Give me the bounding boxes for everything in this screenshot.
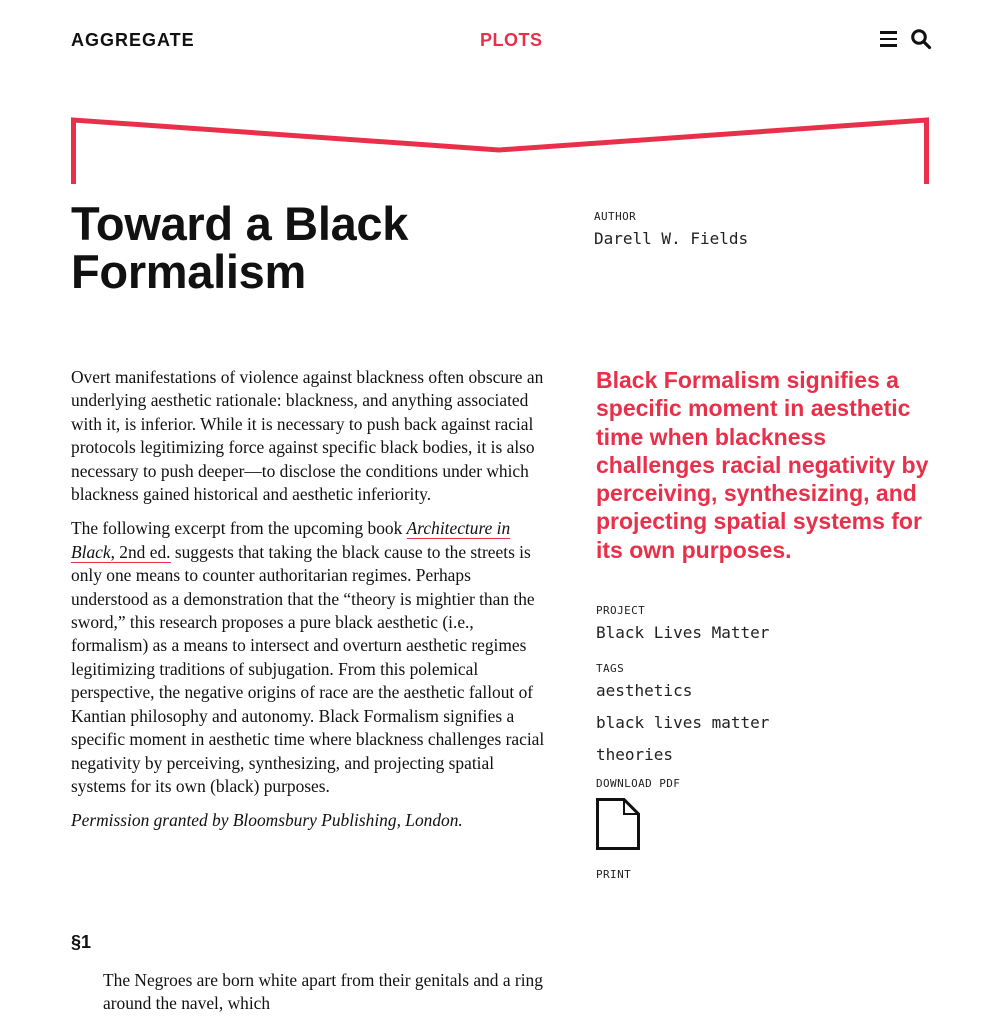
excerpt-paragraph [71, 517, 546, 798]
banner-frame [71, 116, 929, 186]
download-pdf-label: DOWNLOAD PDF [596, 777, 681, 790]
pull-quote: Black Formalism signifies a specific moment in aesthetic time when blackness challenges racial negativity by perceiving, synthesizing, and projecting spatial systems for its own purposes. [596, 367, 929, 563]
author-label: AUTHOR [594, 210, 637, 223]
title-line-2: Formalism [71, 245, 306, 298]
tag-link[interactable]: black lives matter [596, 713, 770, 732]
book-title: Architecture in Black [71, 518, 511, 562]
excerpt-rest-text: suggests that taking the black cause to the streets is only one means to counter authoritarian regimes. Perhaps understood as a demonstration that the “theory is mightier than the sword,” this research proposes a pure black aesthetic (i.e., formalism) as a means to intersect and overturn aesthetic regimes legitimizing traditions of subjugation. From this polemical perspective, the negative origins of race are the aesthetic fallout of Kantian philosophy and autonomy. Black Formalism signifies a specific moment in aesthetic time where blackness challenges racial negativity by perceiving, synthesizing, and projecting spatial systems for its own (black) purposes. [71, 541, 545, 796]
project-link[interactable]: Black Lives Matter [596, 623, 770, 642]
intro-paragraph: Overt manifestations of violence against blackness often obscure an underlying aesthetic rationale: blackness, and anything associated with it, is inferior. While it is necessary to push back against racial protocols legitimizing force against specific black bodies, it is also necessary to push deeper—to disclose the conditions under which blackness gained historical and aesthetic inferiority. [71, 367, 544, 505]
section-body [103, 969, 543, 1016]
article-title [71, 197, 541, 298]
section-heading: §1 [71, 932, 92, 952]
site-header [0, 0, 1000, 80]
document-icon[interactable] [596, 798, 640, 850]
excerpt-intro-text: The following excerpt from the upcoming book [71, 518, 407, 539]
author-name: Darell W. Fields [594, 229, 749, 248]
hamburger-menu-icon[interactable] [880, 30, 898, 48]
tag-list [596, 681, 936, 765]
section-link-plots[interactable]: PLOTS [480, 30, 543, 50]
article-body [71, 366, 546, 844]
article-sidebar [596, 604, 936, 881]
tag-link[interactable]: theories [596, 745, 674, 764]
title-line-1: Toward a Black [71, 197, 409, 250]
section-paragraph: The Negroes are born white apart from their genitals and a ring around the navel, which [103, 970, 543, 1014]
book-edition: , 2nd ed. [110, 541, 171, 562]
site-logo[interactable]: AGGREGATE [71, 30, 195, 50]
author-block [594, 210, 748, 248]
project-label: PROJECT [596, 604, 646, 617]
tags-label: TAGS [596, 662, 625, 675]
permission-note: Permission granted by Bloomsbury Publishing, London. [71, 810, 463, 831]
search-icon[interactable] [910, 28, 932, 50]
tag-link[interactable]: aesthetics [596, 681, 693, 700]
print-link[interactable]: PRINT [596, 868, 632, 881]
